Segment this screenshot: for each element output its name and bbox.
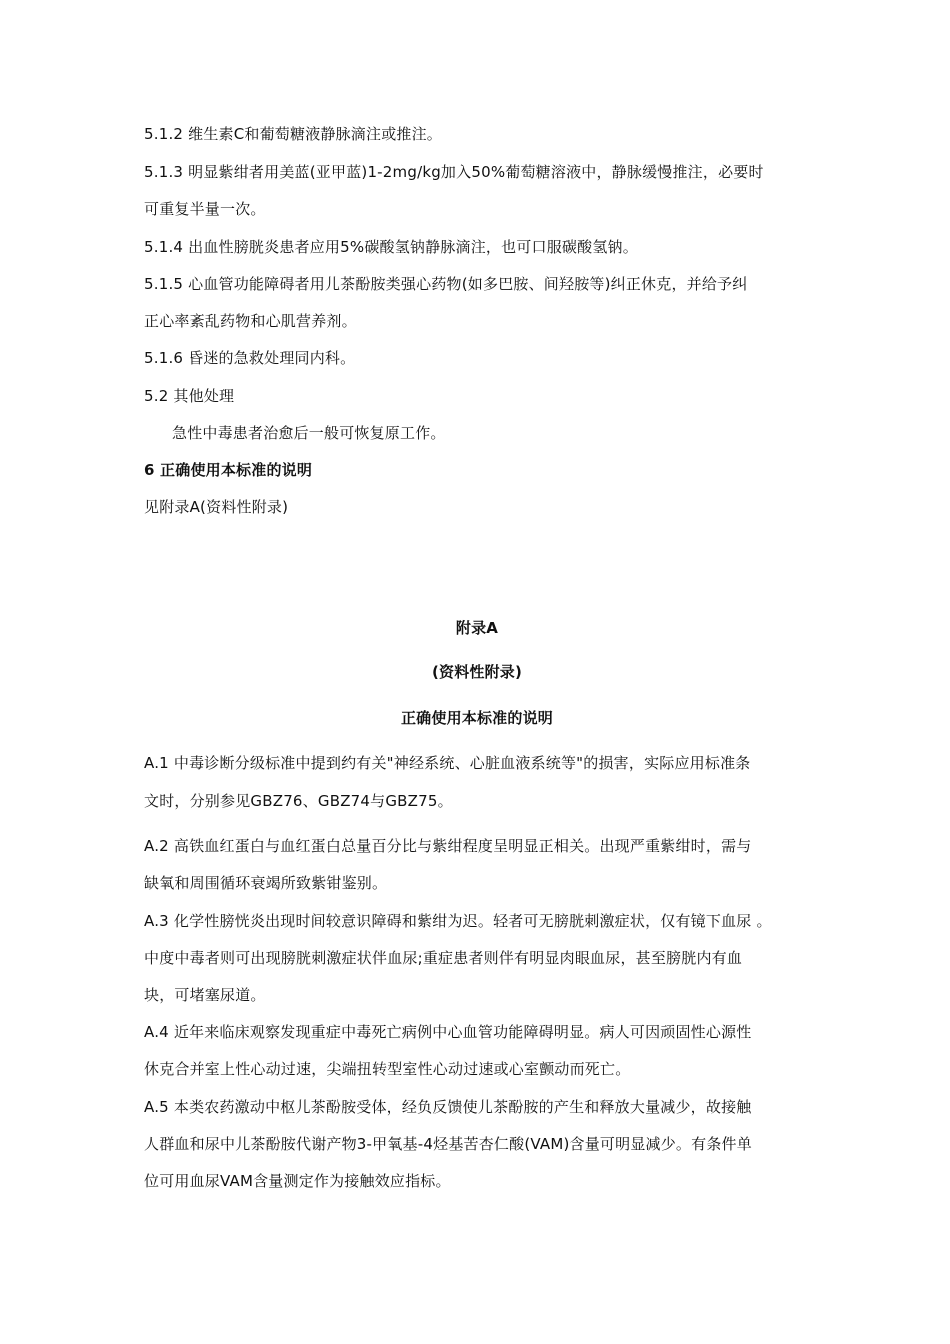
section-6-body: 见附录A(资料性附录): [144, 498, 289, 516]
appendix-heading: 正确使用本标准的说明: [400, 709, 553, 727]
appendix-a2-line-1: A.2 高铁血红蛋白与血红蛋白总量百分比与紫绀程度呈明显正相关。出现严重紫绀时，需与: [144, 837, 752, 855]
appendix-a5-line-1: A.5 本类农药激动中枢儿茶酚胺受体，经负反馈使儿茶酚胺的产生和释放大量减少，故接触: [144, 1098, 752, 1116]
appendix-a2-line-2: 缺氧和周围循环衰竭所致紫钳鉴别。: [144, 874, 388, 892]
appendix-a5-line-2: 人群血和尿中儿茶酚胺代谢产物3-甲氧基-4烃基苦杏仁酸(VAM)含量可明显减少。有条件单: [144, 1135, 752, 1153]
section-5-1-5-line-2: 正心率紊乱药物和心肌营养剂。: [144, 312, 357, 330]
appendix-a3-line-3: 块，可堵塞尿道。: [144, 986, 266, 1004]
appendix-title: 附录A: [455, 619, 499, 637]
appendix-a4-line-1: A.4 近年来临床观察发现重症中毒死亡病例中心血管功能障碍明显。病人可因顽固性心源性: [144, 1023, 752, 1041]
appendix-a1-line-2: 文时，分别参见GBZ76、GBZ74与GBZ75。: [144, 792, 453, 810]
section-5-1-2: 5.1.2 维生素C和葡萄糖液静脉滴注或推注。: [144, 125, 443, 143]
section-5-1-4: 5.1.4 出血性膀胱炎患者应用5%碳酸氢钠静脉滴注，也可口服碳酸氢钠。: [144, 238, 638, 256]
section-6-heading: 6 正确使用本标准的说明: [144, 461, 313, 479]
section-5-1-3-line-1: 5.1.3 明显紫绀者用美蓝(亚甲蓝)1-2mg/kg加入50%葡萄糖溶液中，静脉缓慢推注，必要时: [144, 163, 764, 181]
section-5-2-heading: 5.2 其他处理: [144, 387, 235, 405]
section-5-1-3-line-2: 可重复半量一次。: [144, 200, 266, 218]
appendix-a5-line-3: 位可用血尿VAM含量测定作为接触效应指标。: [144, 1172, 451, 1190]
section-5-1-5-line-1: 5.1.5 心血管功能障碍者用儿茶酚胺类强心药物(如多巴胺、间羟胺等)纠正休克，并给予纠: [144, 275, 748, 293]
section-5-2-body: 急性中毒患者治愈后一般可恢复原工作。: [172, 424, 446, 442]
appendix-subtitle: (资料性附录): [431, 663, 523, 681]
appendix-a1-line-1: A.1 中毒诊断分级标准中提到约有关"神经系统、心脏血液系统等"的损害，实际应用标准条: [144, 754, 751, 772]
appendix-a4-line-2: 休克合并室上性心动过速，尖端扭转型室性心动过速或心室颤动而死亡。: [144, 1060, 631, 1078]
section-5-1-6: 5.1.6 昏迷的急救处理同内科。: [144, 349, 356, 367]
appendix-a3-line-2: 中度中毒者则可出现膀胱刺激症状伴血尿;重症患者则伴有明显肉眼血尿，甚至膀胱内有血: [144, 949, 743, 967]
document-page: [144, 0, 810, 1344]
appendix-a3-line-1: A.3 化学性膀恍炎出现时间较意识障碍和紫绀为迟。轻者可无膀胱刺激症状，仅有镜下血尿 。: [144, 912, 772, 930]
